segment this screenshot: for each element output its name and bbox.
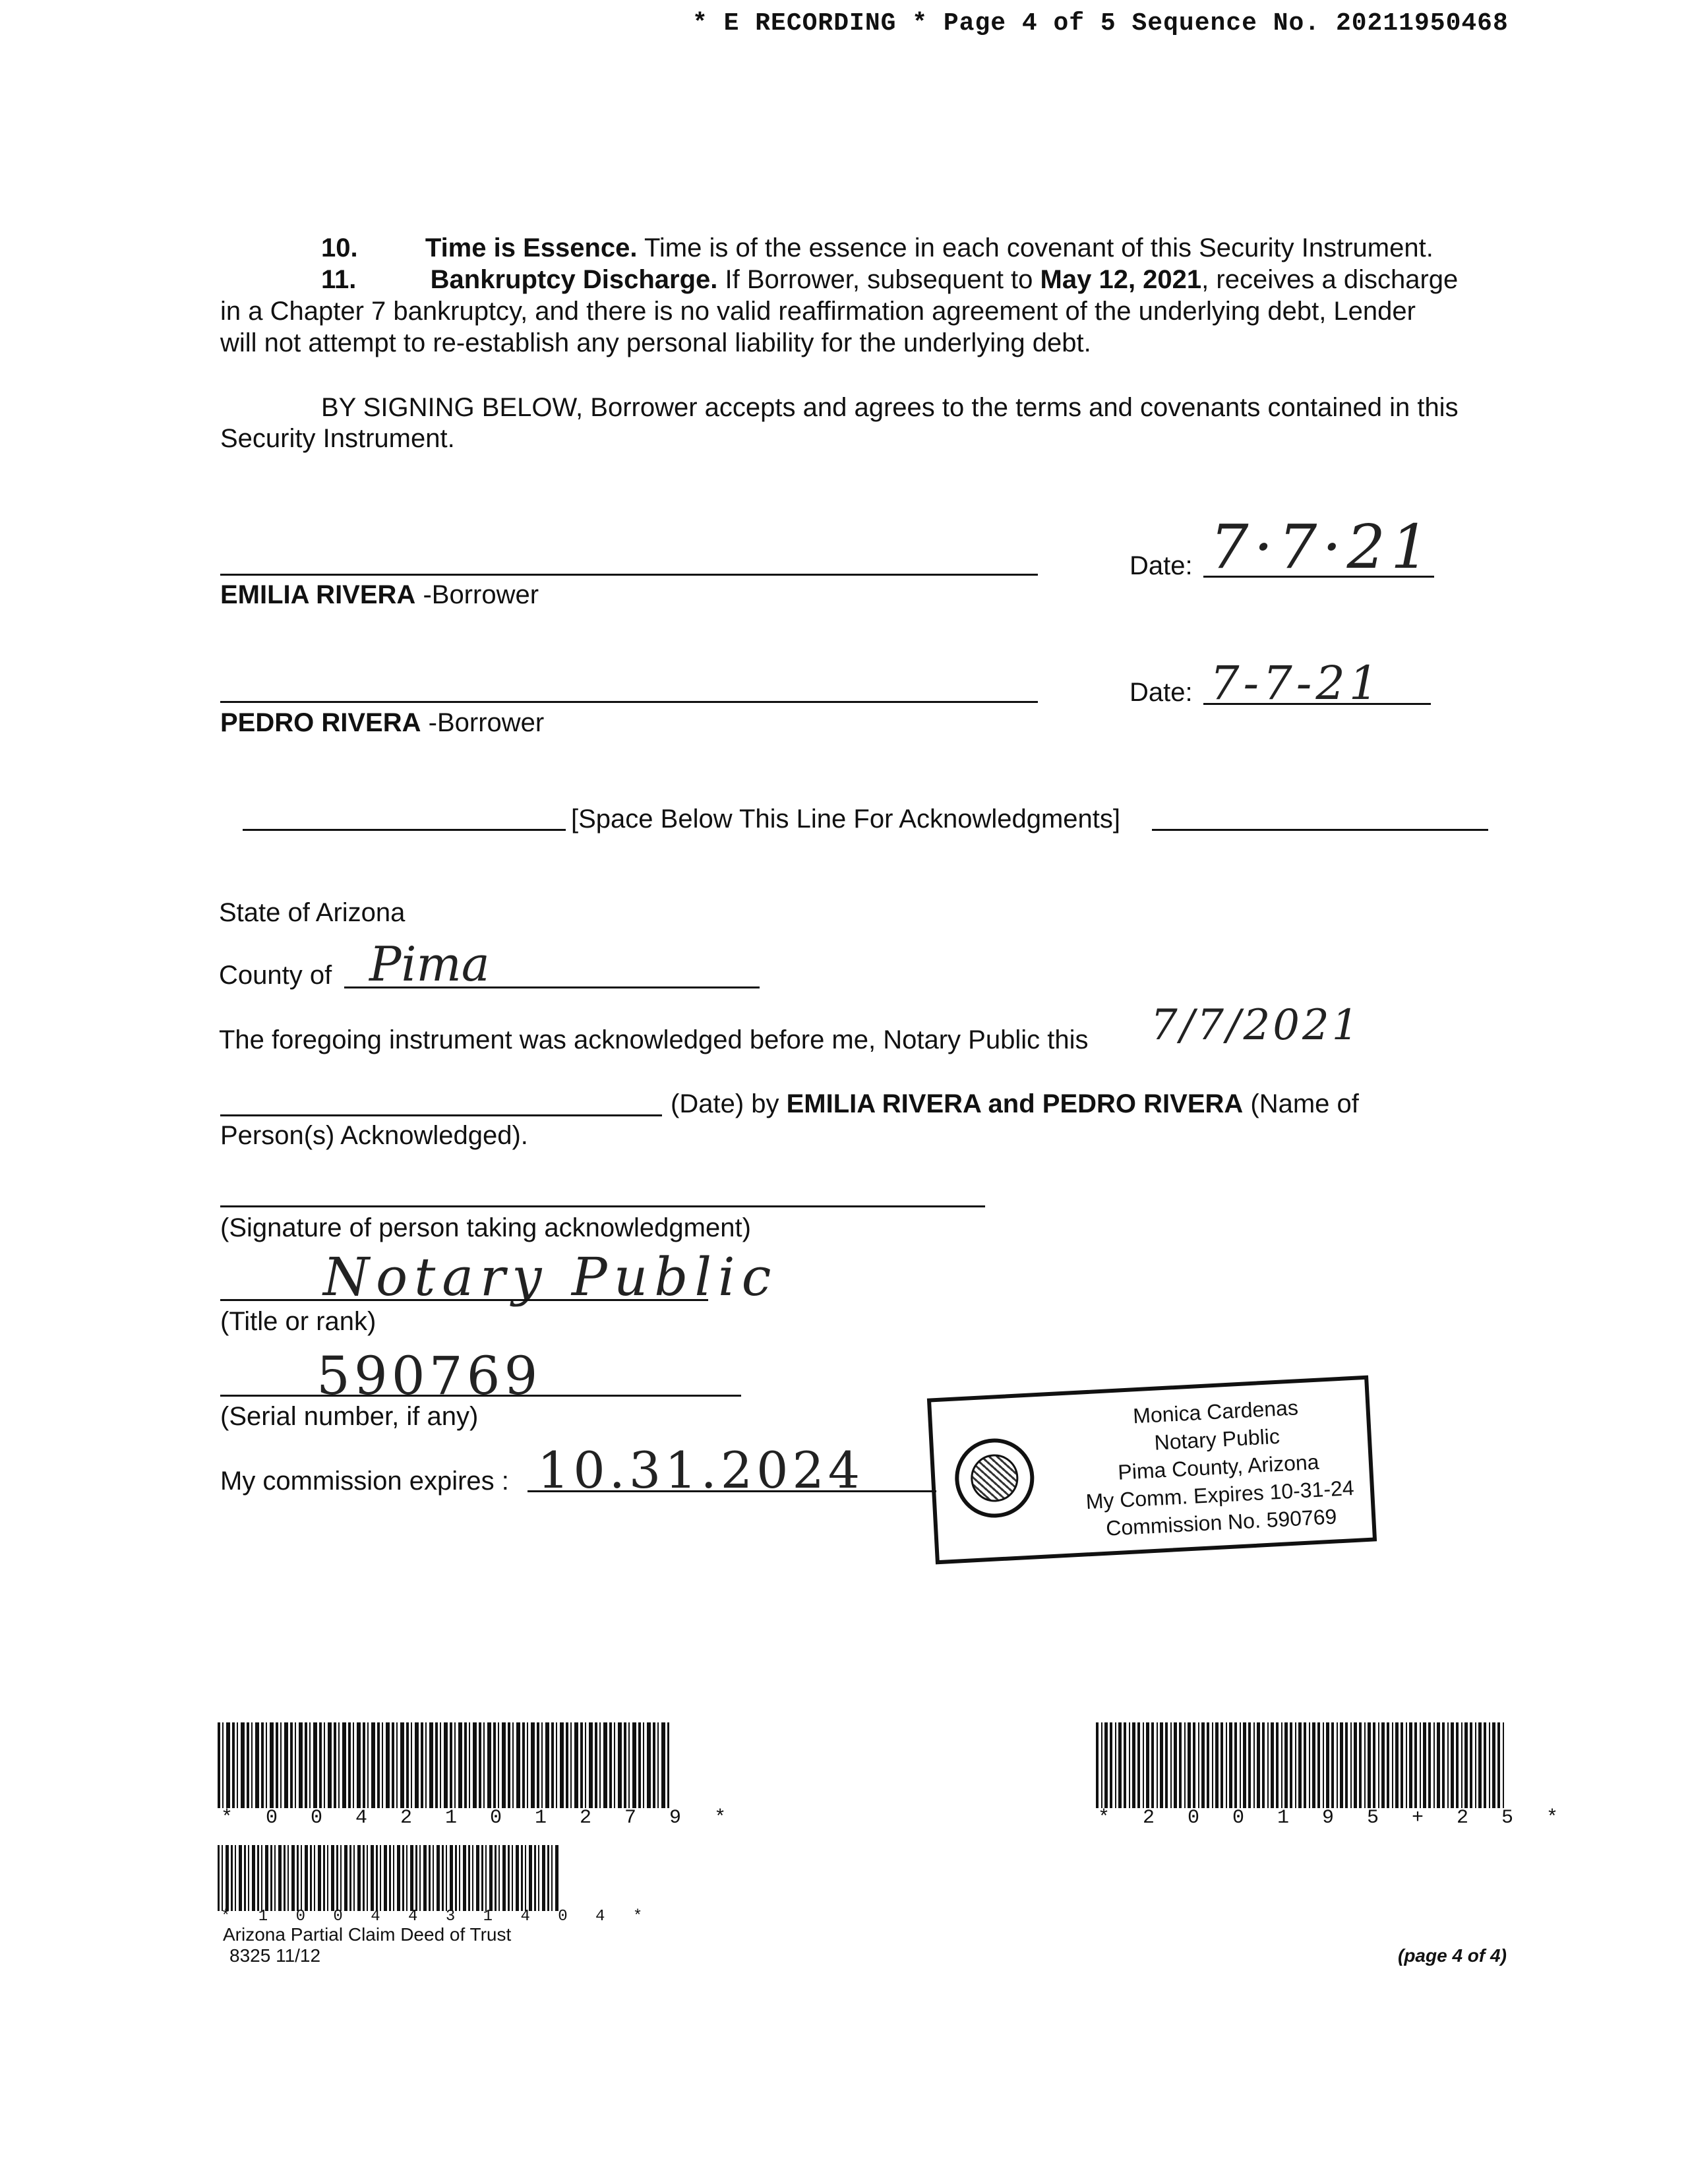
serial-label: (Serial number, if any) [220, 1402, 479, 1431]
foregoing-statement: The foregoing instrument was acknowledged before me, Notary Public this [219, 1025, 1089, 1054]
page-number: (page 4 of 4) [1398, 1945, 1507, 1966]
date-label-pedro: Date: [1130, 678, 1193, 707]
barcode-left-bottom [218, 1845, 560, 1911]
clause-date: May 12, 2021 [1040, 265, 1202, 294]
clause-text: If Borrower, subsequent to [717, 265, 1040, 294]
barcode-left-top-text: * 0 0 4 2 1 0 1 2 7 9 * [221, 1807, 737, 1829]
signing-statement-line2: Security Instrument. [220, 424, 455, 453]
stamp-line: Notary Public [1153, 1424, 1281, 1455]
ack-date-handwritten: 7/7/2021 [1151, 1001, 1362, 1050]
serial-line [220, 1395, 741, 1397]
persons-ack-label: Person(s) Acknowledged). [220, 1121, 528, 1150]
persons-acknowledged: EMILIA RIVERA and PEDRO RIVERA [786, 1089, 1244, 1118]
clause-11-line3: will not attempt to re-establish any personal liability for the underlying debt. [220, 328, 1091, 357]
signing-statement-line1: BY SIGNING BELOW, Borrower accepts and agrees to the terms and covenants contained in this [321, 393, 1459, 422]
form-name: Arizona Partial Claim Deed of Trust [223, 1924, 512, 1945]
county-label: County of [219, 961, 332, 990]
commission-label: My commission expires : [220, 1467, 509, 1496]
signature-line-pedro [220, 701, 1038, 703]
barcode-left-top [218, 1722, 669, 1808]
clause-title: Time is Essence. [425, 233, 638, 262]
ack-date-line [220, 1114, 662, 1116]
borrower-name-pedro [220, 707, 544, 739]
clause-11-line1 [321, 264, 1458, 295]
borrower-name: EMILIA RIVERA [220, 580, 416, 609]
barcode-right-top-text: * 2 0 0 1 9 5 + 2 5 * [1098, 1807, 1569, 1829]
notary-signature-line [220, 1205, 985, 1207]
date-by-line [671, 1088, 1359, 1120]
notary-seal-inner-icon [969, 1453, 1019, 1503]
divider-left [243, 829, 566, 831]
clause-11-line2: in a Chapter 7 bankruptcy, and there is no valid reaffirmation agreement of the underlying debt, Lender [220, 297, 1416, 326]
name-of-label: (Name of [1243, 1089, 1359, 1118]
title-label: (Title or rank) [220, 1307, 377, 1336]
borrower-name-emilia [220, 579, 539, 611]
date-handwritten-pedro: 7-7-21 [1210, 656, 1383, 710]
stamp-line: Monica Cardenas [1132, 1395, 1299, 1428]
serial-handwritten: 590769 [316, 1345, 542, 1407]
county-handwritten: Pima [369, 936, 490, 992]
stamp-text [1070, 1390, 1367, 1544]
commission-handwritten: 10.31.2024 [537, 1441, 864, 1500]
borrower-role: -Borrower [428, 708, 545, 737]
borrower-name: PEDRO RIVERA [220, 708, 421, 737]
clause-title: Bankruptcy Discharge. [430, 265, 718, 294]
notary-stamp [927, 1376, 1377, 1565]
form-code: 8325 11/12 [229, 1945, 321, 1966]
title-handwritten: Notary Public [323, 1246, 778, 1308]
date-label-emilia: Date: [1130, 551, 1193, 580]
clause-text: Time is of the essence in each covenant of this Security Instrument. [637, 233, 1433, 262]
date-handwritten-emilia: 7·7·21 [1210, 512, 1435, 582]
clause-number: 11. [321, 265, 357, 294]
recording-header: * E RECORDING * Page 4 of 5 Sequence No. 20211950468 [692, 9, 1509, 38]
clause-text: , receives a discharge [1201, 265, 1459, 294]
stamp-line: Commission No. 590769 [1105, 1504, 1338, 1540]
barcode-right-top [1096, 1722, 1505, 1808]
stamp-line: Pima County, Arizona [1117, 1449, 1320, 1484]
divider-right [1152, 829, 1488, 831]
signature-label: (Signature of person taking acknowledgment) [220, 1213, 751, 1242]
borrower-role: -Borrower [423, 580, 539, 609]
notary-state: State of Arizona [219, 898, 406, 927]
date-by-prefix: (Date) by [671, 1089, 787, 1118]
barcode-left-bottom-text: * 1 0 0 4 4 3 1 4 0 4 * [221, 1908, 652, 1926]
title-line [220, 1299, 708, 1301]
stamp-line: My Comm. Expires 10-31-24 [1085, 1476, 1355, 1514]
notary-seal-icon [953, 1436, 1036, 1519]
clause-10 [321, 232, 1433, 264]
acknowledgment-divider: [Space Below This Line For Acknowledgments] [571, 804, 1121, 834]
signature-line-emilia [220, 574, 1038, 576]
clause-number: 10. [321, 233, 358, 262]
